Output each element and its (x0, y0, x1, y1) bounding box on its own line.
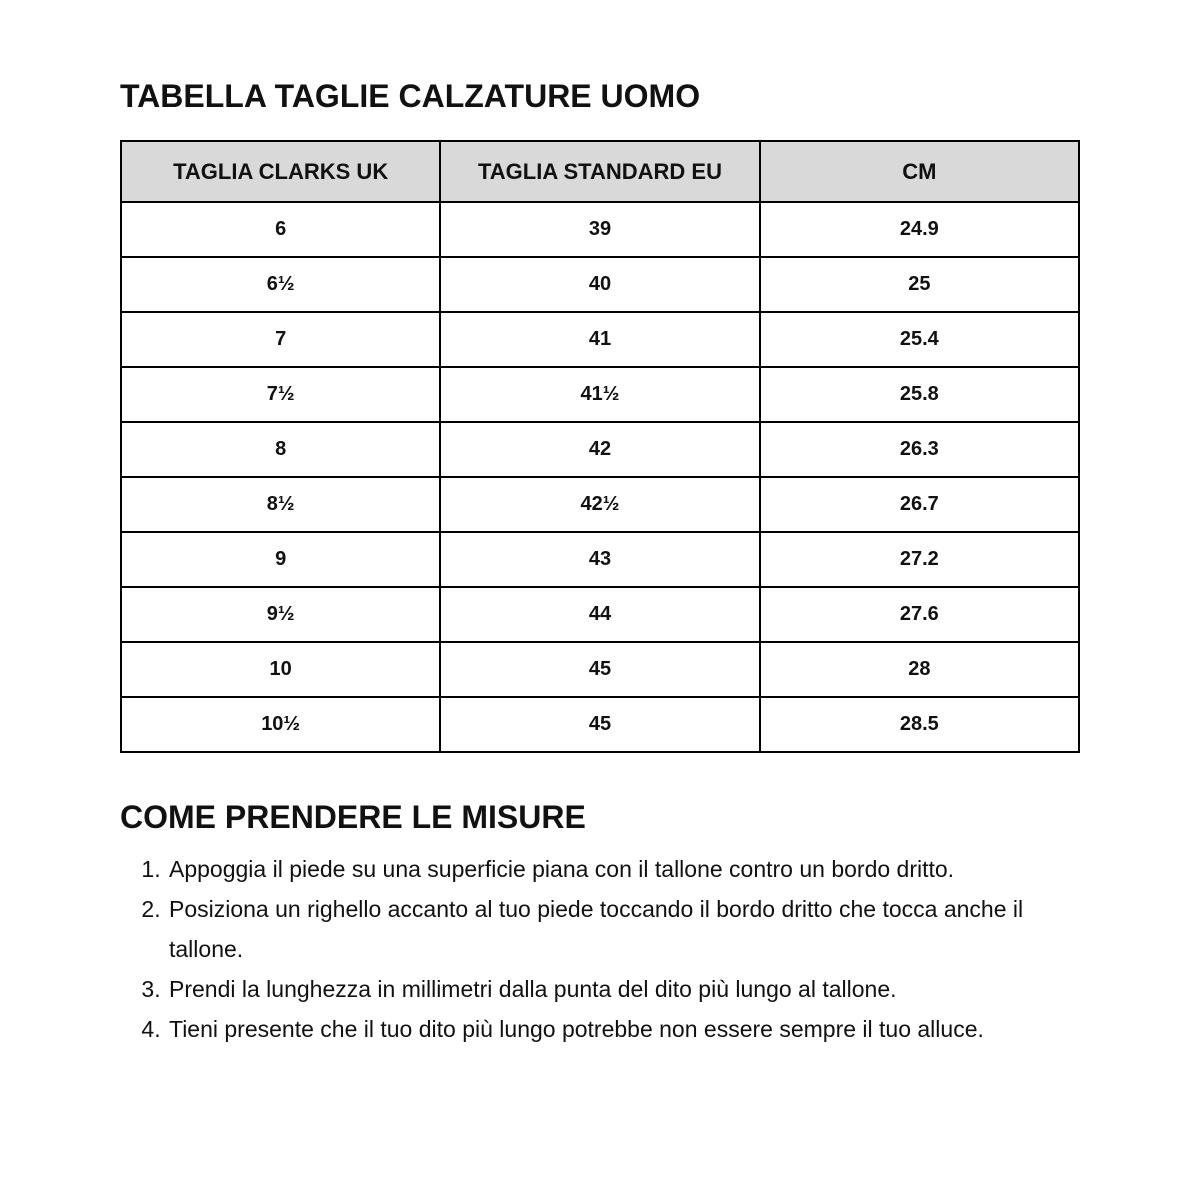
cell-eu-size: 45 (440, 697, 759, 752)
table-row (121, 367, 1079, 422)
column-header-cm: CM (760, 141, 1079, 202)
cell-eu-size: 45 (440, 642, 759, 697)
cell-cm-size: 25.4 (760, 312, 1079, 367)
cell-uk-size: 7 (121, 312, 440, 367)
column-header-taglia-standard-eu: TAGLIA STANDARD EU (440, 141, 759, 202)
cell-uk-size: 8½ (121, 477, 440, 532)
page-title: TABELLA TAGLIE CALZATURE UOMO (120, 78, 701, 114)
cell-eu-size: 41 (440, 312, 759, 367)
table-row (121, 312, 1079, 367)
table-row (121, 642, 1079, 697)
cell-eu-size: 39 (440, 202, 759, 257)
cell-eu-size: 43 (440, 532, 759, 587)
cell-uk-size: 9½ (121, 587, 440, 642)
cell-uk-size: 6½ (121, 257, 440, 312)
table-row (121, 697, 1079, 752)
cell-uk-size: 9 (121, 532, 440, 587)
cell-cm-size: 27.6 (760, 587, 1079, 642)
cell-uk-size: 6 (121, 202, 440, 257)
table-row (121, 422, 1079, 477)
cell-cm-size: 27.2 (760, 532, 1079, 587)
instructions-list (120, 849, 1080, 1049)
instruction-step: 1. Appoggia il piede su una superficie piana con il tallone contro un bordo dritto. (167, 849, 1080, 889)
table-row (121, 532, 1079, 587)
cell-cm-size: 26.3 (760, 422, 1079, 477)
cell-uk-size: 7½ (121, 367, 440, 422)
table-row (121, 477, 1079, 532)
table-header-row (121, 141, 1079, 202)
cell-eu-size: 40 (440, 257, 759, 312)
cell-cm-size: 26.7 (760, 477, 1079, 532)
size-table (120, 140, 1080, 753)
column-header-taglia-clarks-uk: TAGLIA CLARKS UK (121, 141, 440, 202)
table-row (121, 587, 1079, 642)
instruction-step: 2. Posiziona un righello accanto al tuo piede toccando il bordo dritto che tocca anche il tallone. (167, 889, 1080, 969)
instruction-step: 3. Prendi la lunghezza in millimetri dalla punta del dito più lungo al tallone. (167, 969, 1080, 1009)
cell-eu-size: 42½ (440, 477, 759, 532)
cell-eu-size: 41½ (440, 367, 759, 422)
cell-uk-size: 10 (121, 642, 440, 697)
instructions-title: COME PRENDERE LE MISURE (120, 799, 586, 835)
table-row (121, 257, 1079, 312)
cell-eu-size: 44 (440, 587, 759, 642)
cell-eu-size: 42 (440, 422, 759, 477)
cell-cm-size: 28.5 (760, 697, 1079, 752)
cell-cm-size: 24.9 (760, 202, 1079, 257)
cell-cm-size: 25.8 (760, 367, 1079, 422)
table-row (121, 202, 1079, 257)
cell-cm-size: 25 (760, 257, 1079, 312)
cell-cm-size: 28 (760, 642, 1079, 697)
cell-uk-size: 10½ (121, 697, 440, 752)
instruction-step: 4. Tieni presente che il tuo dito più lungo potrebbe non essere sempre il tuo alluce. (167, 1009, 1080, 1049)
cell-uk-size: 8 (121, 422, 440, 477)
